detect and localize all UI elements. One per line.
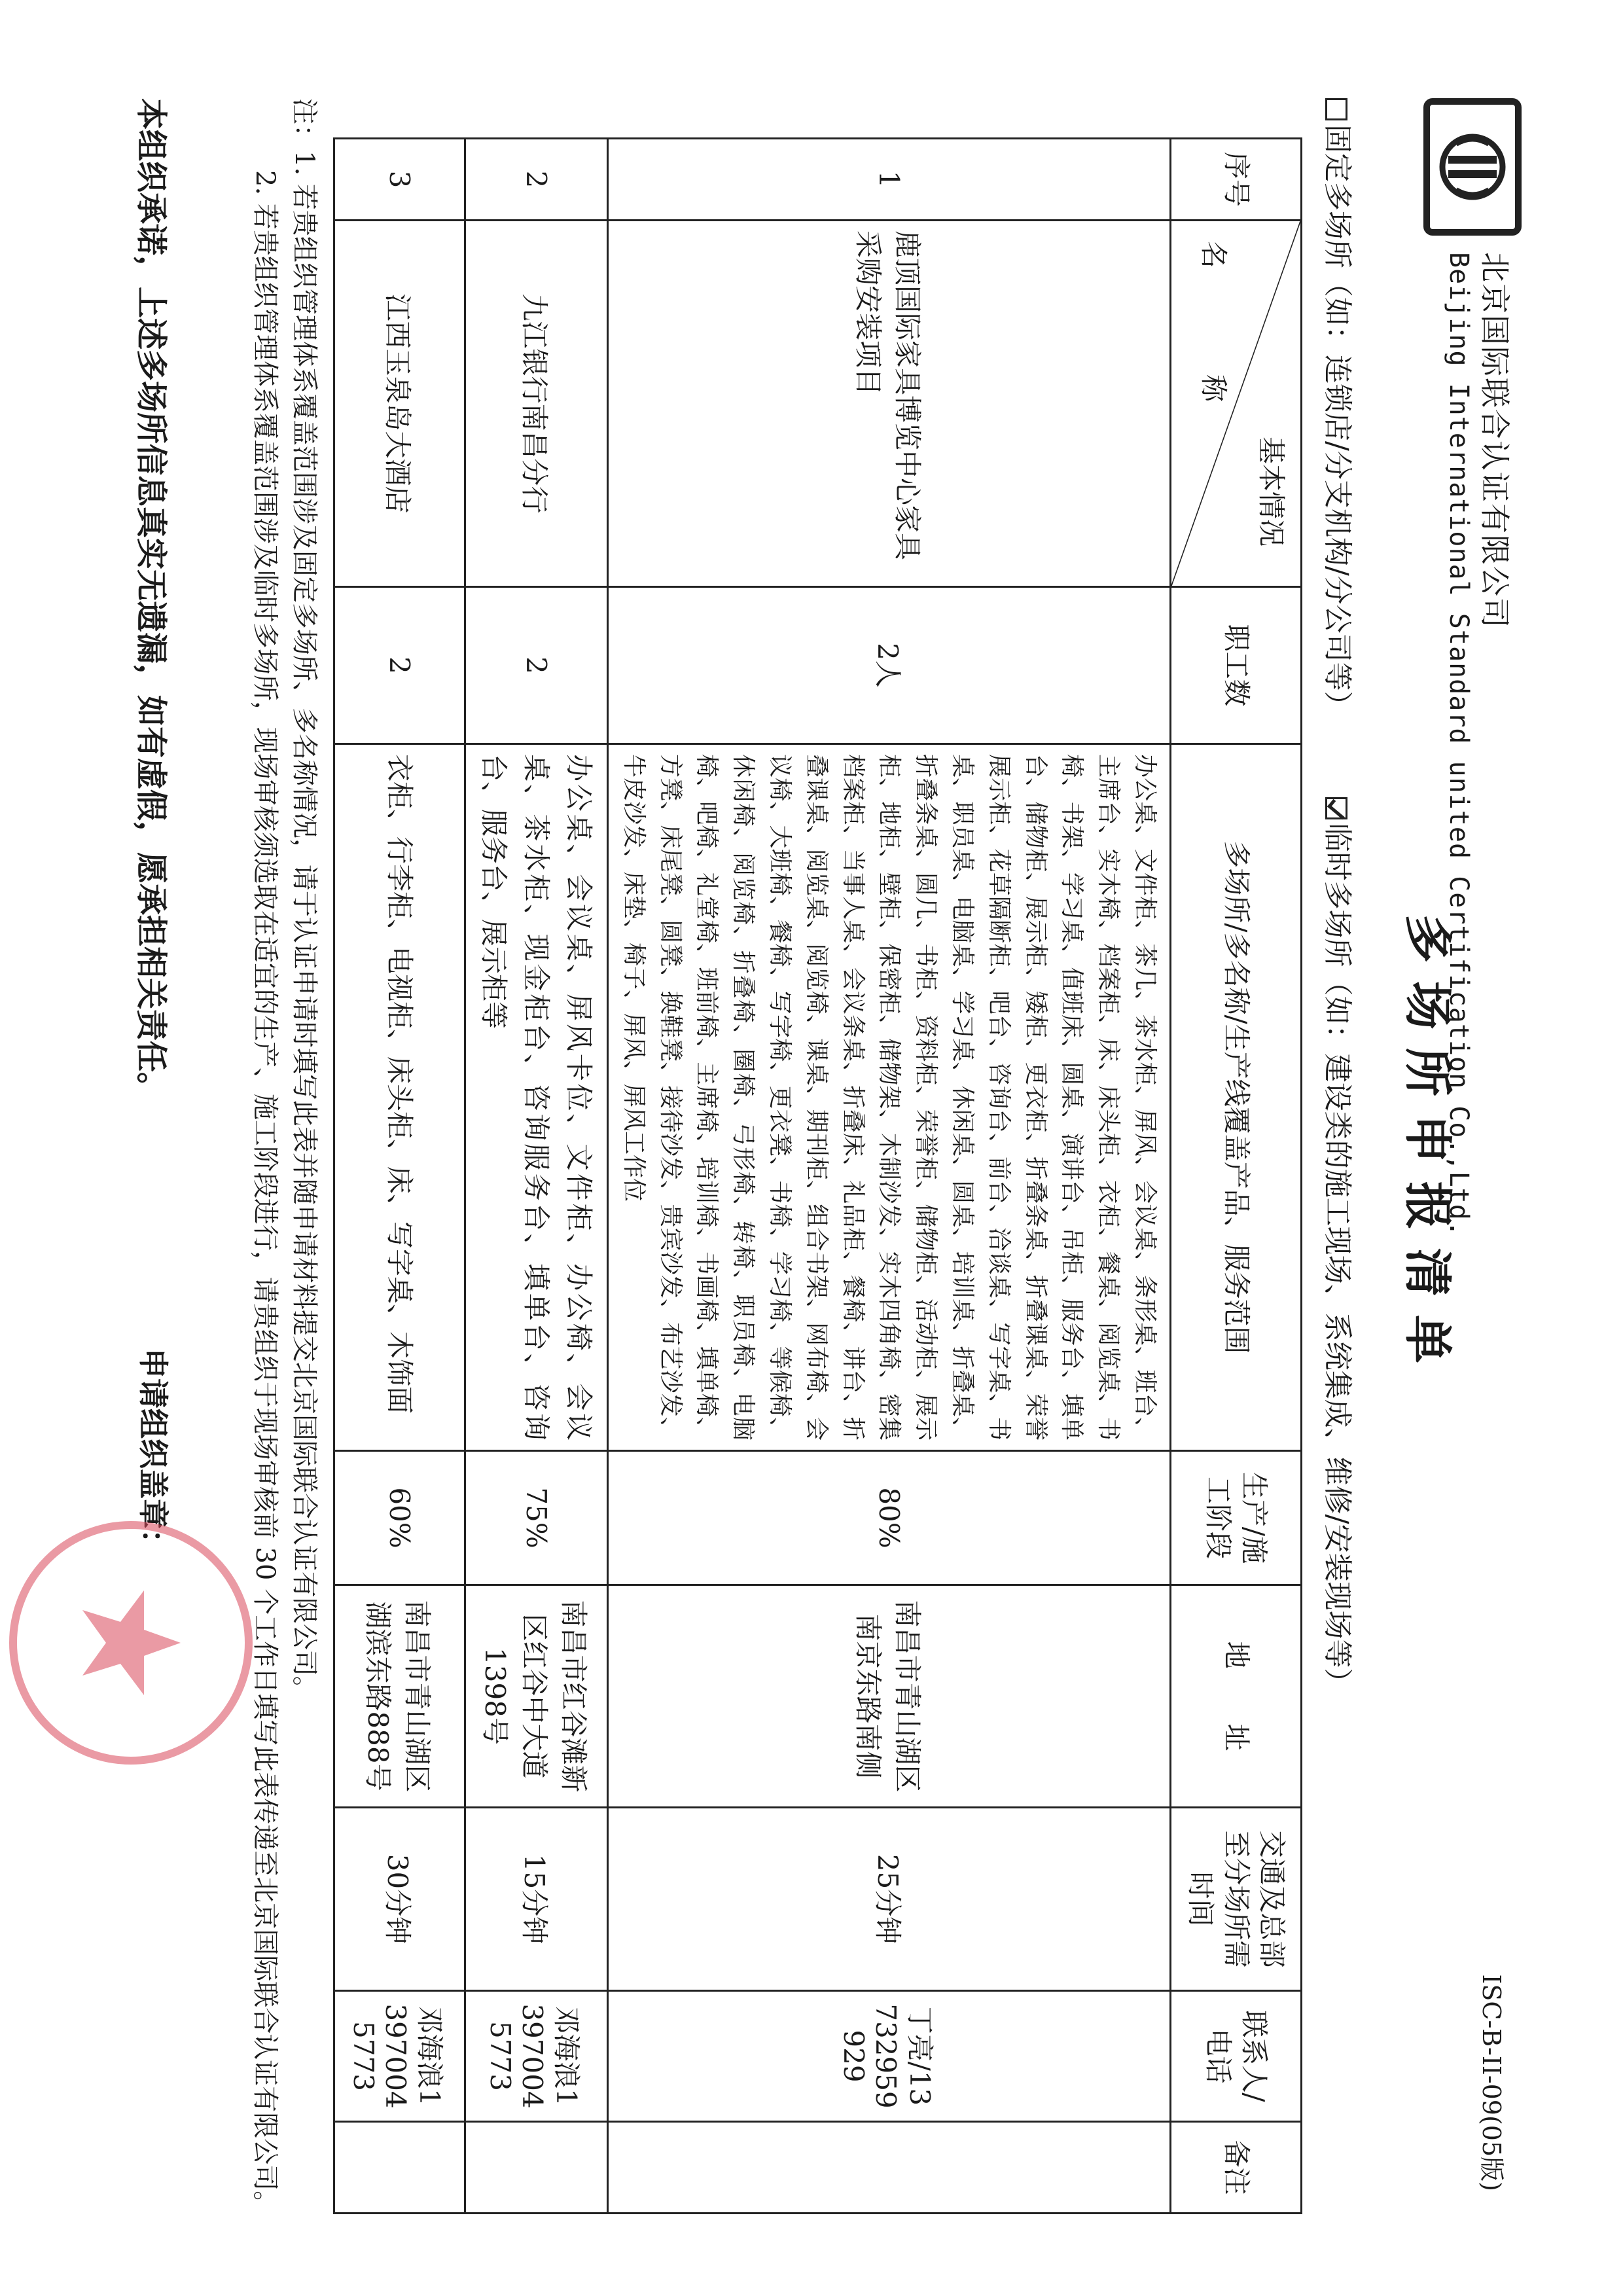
row-commute: 15分钟	[465, 1808, 607, 1991]
company-name-en: Beijing International Standard united Certification Co.,Ltd.	[1444, 252, 1474, 1237]
row-remark	[608, 2122, 1171, 2214]
row-seq: 1	[608, 139, 1171, 221]
site-list-table	[333, 137, 1302, 2214]
company-seal-icon	[0, 1512, 262, 1774]
header-remark: 备注	[1171, 2122, 1302, 2214]
row-stage: 75%	[465, 1451, 607, 1585]
row-seq: 3	[334, 139, 465, 221]
row-contact: 邓海浪13970045773	[465, 1991, 607, 2122]
row-staff: 2	[334, 587, 465, 744]
notes-label: 注：	[289, 98, 319, 151]
header-seq: 序号	[1171, 139, 1302, 221]
row-remark	[334, 2122, 465, 2214]
form-code: ISC-B-II-09(05版)	[1477, 1974, 1506, 2191]
row-remark	[465, 2122, 607, 2214]
row-address: 南昌市青山湖区南京东路南侧	[608, 1585, 1171, 1808]
row-commute: 25分钟	[608, 1808, 1171, 1991]
site-type-checkboxes	[1319, 98, 1361, 1696]
row-stage: 60%	[334, 1451, 465, 1585]
header-address: 地 址	[1171, 1585, 1302, 1808]
pledge-statement: 本组织承诺，上述多场所信息真实无遗漏，如有虚假，愿承担相关责任。	[133, 98, 169, 1104]
row-contact: 邓海浪13970045773	[334, 1991, 465, 2122]
row-staff: 2	[465, 587, 607, 744]
row-commute: 30分钟	[334, 1808, 465, 1991]
header-basic-info: 基本情况	[1255, 436, 1287, 547]
header-scope: 多场所/多名称/生产线覆盖产品、服务范围	[1171, 744, 1302, 1451]
temporary-site-label: 临时多场所（如：建设类的施工现场、系统集成、维修/安装现场等）	[1321, 823, 1354, 1697]
row-name: 鹿顶国际家具博览中心家具采购安装项目	[608, 221, 1171, 587]
row-name: 江西玉泉岛大酒店	[334, 221, 465, 587]
header-commute: 交通及总部至分场所需时间	[1171, 1808, 1302, 1991]
note-2: 2. 若贵组织管理体系覆盖范围涉及临时多场所，现场审核须选取在适宜的生产、施工阶段进行，请贵组织于现场审核前 30 个工作日填写此表传递至北京国际联合认证有限公司。	[250, 170, 280, 2217]
row-stage: 80%	[608, 1451, 1171, 1585]
header-staff: 职工数	[1171, 587, 1302, 744]
seal-label: 申请组织盖章：	[135, 1348, 171, 1559]
header-contact: 联系人/电话	[1171, 1991, 1302, 2122]
header-name: 名 称	[1197, 241, 1230, 442]
notes-section	[245, 98, 324, 2225]
row-seq: 2	[465, 139, 607, 221]
header-stage: 生产/施工阶段	[1171, 1451, 1302, 1585]
row-address: 南昌市青山湖区湖滨东路888号	[334, 1585, 465, 1808]
document-title: 多场所申报清单	[1399, 914, 1455, 1382]
table-row	[465, 139, 607, 2214]
row-scope: 办公桌、文件柜、茶几、茶水柜、屏风、会议桌、条形桌、班台、主席台、实木椅、档案柜、床、床头柜、衣柜、餐桌、阅览桌、书椅、书架、学习桌、值班床、圆桌、演讲台、吊柜、服务台、填单台、储物柜、展示柜、矮柜、更衣柜、折叠条桌、折叠课桌、荣誉展示柜、花草隔断柜、吧台、咨询台、前台、洽谈桌、写字桌、书桌、职员桌、电脑桌、学习桌、休闲桌、圆桌、培训桌、折叠桌、折叠条桌、圆几、书柜、资料柜、荣誉柜、储物柜、活动柜、展示柜、地柜、壁柜、保密柜、储物架、木制沙发、实木四角椅、密集档案柜、当事人桌、会议条桌、折叠床、礼品柜、餐椅、讲台、折叠课桌、阅览桌、阅览椅、课桌、期刊柜、组合书架、网布椅、会议椅、大班椅、餐椅、写字椅、更衣凳、书椅、学习椅、等候椅、休闲椅、阅览椅、折叠椅、圈椅、弓形椅、转椅、职员椅、电脑椅、吧椅、礼堂椅、班前椅、主席椅、培训椅、书画椅、填单椅、方凳、床尾凳、圆凳、换鞋凳、接待沙发、贵宾沙发、布艺沙发、牛皮沙发、床垫、椅子、屏风、屏风工作位	[608, 744, 1171, 1451]
note-1: 1. 若贵组织管理体系覆盖范围涉及固定多场所、多名称情况，请于认证申请时填写此表并随申请材料提交北京国际联合认证有限公司。	[289, 151, 319, 1702]
row-contact: 丁亮/13732959929	[608, 1991, 1171, 2122]
company-name-cn: 北京国际联合认证有限公司	[1477, 252, 1512, 629]
table-row	[334, 139, 465, 2214]
row-staff: 2人	[608, 587, 1171, 744]
table-header-row	[1171, 139, 1302, 2214]
table-row	[608, 139, 1171, 2214]
row-address: 南昌市红谷滩新区红谷中大道1398号	[465, 1585, 607, 1808]
fixed-site-checkbox[interactable]	[1325, 98, 1347, 120]
row-scope: 衣柜、行李柜、电视柜、床头柜、床、写字桌、木饰面	[334, 744, 465, 1451]
row-name: 九江银行南昌分行	[465, 221, 607, 587]
header-name-basic	[1171, 221, 1302, 587]
fixed-site-label: 固定多场所（如：连锁店/分支机构/分公司等）	[1321, 124, 1354, 720]
row-scope: 办公桌、会议桌、屏风卡位、文件柜、办公椅、会议桌、茶水柜、现金柜台、咨询服务台、填单台、咨询台、服务台、展示柜等	[465, 744, 607, 1451]
temporary-site-checkbox[interactable]	[1325, 797, 1347, 819]
